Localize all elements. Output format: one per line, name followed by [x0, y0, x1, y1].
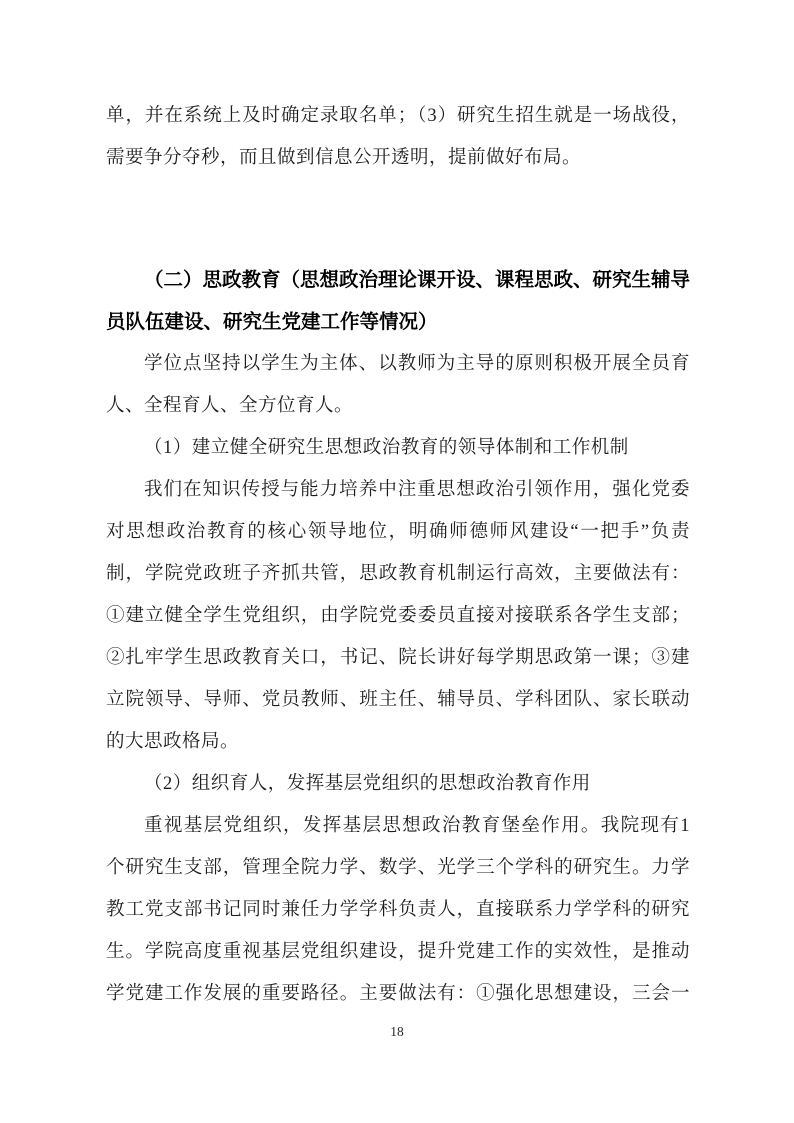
- text-line: 我们在知识传授与能力培养中注重思想政治引领作用，强化党委: [144, 480, 690, 500]
- item1-body-paragraph: [106, 469, 690, 763]
- text-line: 立院领导、导师、党员教师、班主任、辅导员、学科团队、家长联动: [106, 690, 690, 710]
- text-line: 重视基层党组织，发挥基层思想政治教育堡垒作用。我院现有1: [144, 816, 690, 836]
- item2-body-paragraph: [106, 805, 690, 1015]
- blank-gap: [106, 179, 690, 259]
- text-line: 学党建工作发展的重要路径。主要做法有：①强化思想建设，三会一: [106, 984, 690, 1004]
- item1-title-paragraph: [106, 427, 690, 469]
- subsection-title-line: （1）建立健全研究生思想政治教育的领导体制和工作机制: [144, 438, 629, 458]
- text-line: 人、全程育人、全方位育人。: [106, 396, 354, 416]
- document-body: [106, 95, 690, 1015]
- text-line: 制，学院党政班子齐抓共管，思政教育机制运行高效，主要做法有：: [106, 564, 690, 584]
- text-line: 单，并在系统上及时确定录取名单；（3）研究生招生就是一场战役，: [106, 106, 690, 126]
- section-heading-line: （二）思政教育（思想政治理论课开设、课程思政、研究生辅导: [144, 269, 690, 291]
- subsection-title-line: （2）组织育人，发挥基层党组织的思想政治教育作用: [144, 774, 591, 794]
- text-line: 个研究生支部，管理全院力学、数学、光学三个学科的研究生。力学: [106, 858, 690, 878]
- text-line: 生。学院高度重视基层党组织建设，提升党建工作的实效性，是推动: [106, 942, 690, 962]
- text-line: 需要争分夺秒，而且做到信息公开透明，提前做好布局。: [106, 148, 582, 168]
- text-line: 学位点坚持以学生为主体、以教师为主导的原则积极开展全员育: [144, 354, 690, 374]
- text-line: 对思想政治教育的核心领导地位，明确师德师风建设“一把手”负责: [106, 522, 690, 542]
- intro-paragraph: [106, 343, 690, 427]
- text-line: ①建立健全学生党组织，由学院党委委员直接对接联系各学生支部；: [106, 606, 690, 626]
- prev-paragraph-tail: [106, 95, 690, 179]
- page-number: 18: [390, 1024, 404, 1039]
- item2-title-paragraph: [106, 763, 690, 805]
- text-line: ②扎牢学生思政教育关口，书记、院长讲好每学期思政第一课；③建: [106, 648, 690, 668]
- section-heading: [106, 259, 690, 343]
- text-line: 的大思政格局。: [106, 732, 240, 752]
- section-heading-line: 员队伍建设、研究生党建工作等情况）: [106, 311, 438, 333]
- text-line: 教工党支部书记同时兼任力学学科负责人，直接联系力学学科的研究: [106, 900, 690, 920]
